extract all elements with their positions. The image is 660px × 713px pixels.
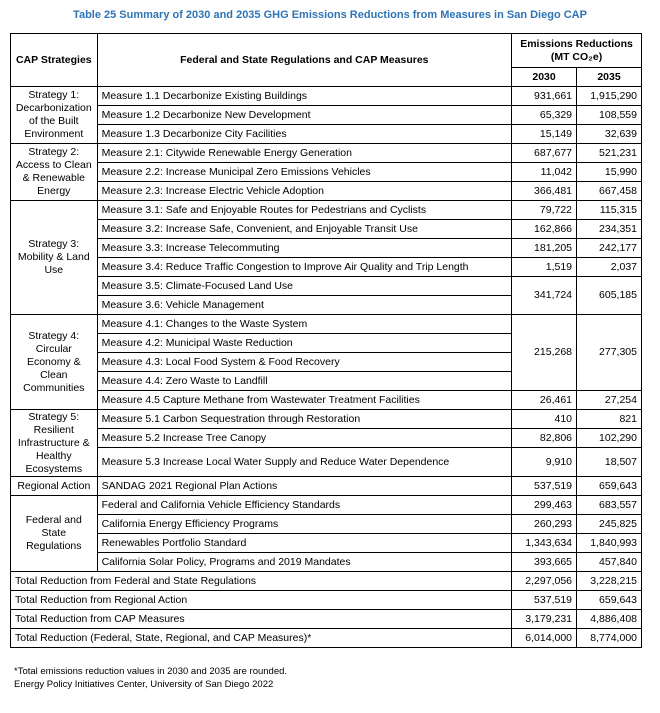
value-2030: 260,293 [512,515,577,534]
value-2030: 299,463 [512,496,577,515]
value-2035: 102,290 [577,429,642,448]
total-label: Total Reduction from Regional Action [11,591,512,610]
table-row [11,553,642,572]
measure-cell: Measure 5.2 Increase Tree Canopy [97,429,511,448]
table-row [11,496,642,515]
value-2035: 32,639 [577,125,642,144]
measure-cell: California Energy Efficiency Programs [97,515,511,534]
value-2035: 277,305 [577,315,642,391]
measure-cell: Measure 3.3: Increase Telecommuting [97,239,511,258]
value-2030: 9,910 [512,448,577,477]
table-notes [14,665,287,691]
table-row [11,315,642,334]
total-label: Total Reduction from Federal and State Regulations [11,572,512,591]
federal-state-cell: Federal and State Regulations [11,496,98,572]
value-2030: 15,149 [512,125,577,144]
measure-cell: Measure 5.3 Increase Local Water Supply and Reduce Water Dependence [97,448,511,477]
value-2030: 931,661 [512,87,577,106]
value-2035: 108,559 [577,106,642,125]
measure-cell: Measure 3.5: Climate-Focused Land Use [97,277,511,296]
measure-cell: Measure 2.2: Increase Municipal Zero Emissions Vehicles [97,163,511,182]
value-2035: 667,458 [577,182,642,201]
value-2035: 245,825 [577,515,642,534]
measure-cell: Measure 4.3: Local Food System & Food Recovery [97,353,511,372]
value-2035: 659,643 [577,477,642,496]
total-row [11,610,642,629]
regional-action-cell: Regional Action [11,477,98,496]
measure-cell: Measure 2.3: Increase Electric Vehicle Adoption [97,182,511,201]
value-2035: 242,177 [577,239,642,258]
value-2030: 162,866 [512,220,577,239]
total-2035: 4,886,408 [577,610,642,629]
header-2035: 2035 [577,68,642,87]
table-row [11,410,642,429]
value-2030: 1,519 [512,258,577,277]
table-row [11,125,642,144]
total-2030: 2,297,056 [512,572,577,591]
measure-cell: Measure 1.3 Decarbonize City Facilities [97,125,511,144]
value-2030: 366,481 [512,182,577,201]
strategy-2-cell: Strategy 2: Access to Clean & Renewable Energy [11,144,98,201]
value-2030: 410 [512,410,577,429]
table-row [11,534,642,553]
measure-cell: Renewables Portfolio Standard [97,534,511,553]
total-row [11,572,642,591]
table-row [11,239,642,258]
table-row [11,144,642,163]
table-row [11,515,642,534]
table-row [11,163,642,182]
table-row [11,220,642,239]
value-2035: 115,315 [577,201,642,220]
measure-cell: California Solar Policy, Programs and 2019 Mandates [97,553,511,572]
measure-cell: Measure 5.1 Carbon Sequestration through Restoration [97,410,511,429]
total-2030: 6,014,000 [512,629,577,648]
measure-cell: Measure 1.2 Decarbonize New Development [97,106,511,125]
measure-cell: Measure 4.2: Municipal Waste Reduction [97,334,511,353]
strategy-1-cell: Strategy 1: Decarbonization of the Built Environment [11,87,98,144]
table-row [11,258,642,277]
measure-cell: Measure 3.1: Safe and Enjoyable Routes for Pedestrians and Cyclists [97,201,511,220]
header-strategies: CAP Strategies [11,34,98,87]
total-2035: 8,774,000 [577,629,642,648]
value-2035: 27,254 [577,391,642,410]
measure-cell: Measure 4.5 Capture Methane from Wastewater Treatment Facilities [97,391,511,410]
value-2030: 215,268 [512,315,577,391]
footnote: *Total emissions reduction values in 2030 and 2035 are rounded. [14,666,288,677]
value-2030: 82,806 [512,429,577,448]
measure-cell: SANDAG 2021 Regional Plan Actions [97,477,511,496]
value-2035: 1,915,290 [577,87,642,106]
strategy-4-cell: Strategy 4: Circular Economy & Clean Communities [11,315,98,410]
header-emissions [512,34,642,68]
table-row [11,87,642,106]
measure-cell: Measure 1.1 Decarbonize Existing Buildings [97,87,511,106]
value-2035: 2,037 [577,258,642,277]
value-2035: 15,990 [577,163,642,182]
value-2030: 1,343,634 [512,534,577,553]
value-2035: 521,231 [577,144,642,163]
emissions-table [10,33,642,648]
value-2035: 605,185 [577,277,642,315]
value-2035: 821 [577,410,642,429]
table-row [11,448,642,477]
table-row [11,182,642,201]
value-2030: 341,724 [512,277,577,315]
total-2035: 659,643 [577,591,642,610]
header-2030: 2030 [512,68,577,87]
total-label: Total Reduction (Federal, State, Regional, and CAP Measures)* [11,629,512,648]
table-row [11,391,642,410]
value-2030: 65,329 [512,106,577,125]
total-label: Total Reduction from CAP Measures [11,610,512,629]
value-2035: 18,507 [577,448,642,477]
value-2030: 537,519 [512,477,577,496]
value-2030: 11,042 [512,163,577,182]
total-2035: 3,228,215 [577,572,642,591]
measure-cell: Measure 2.1: Citywide Renewable Energy Generation [97,144,511,163]
value-2035: 457,840 [577,553,642,572]
measure-cell: Measure 4.1: Changes to the Waste System [97,315,511,334]
table-caption: Table 25 Summary of 2030 and 2035 GHG Emissions Reductions from Measures in San Diego CAP [73,9,587,21]
table-row [11,201,642,220]
header-emissions-label: Emissions Reductions [520,37,633,50]
measure-cell: Measure 3.6: Vehicle Management [97,296,511,315]
measure-cell: Federal and California Vehicle Efficiency Standards [97,496,511,515]
value-2035: 234,351 [577,220,642,239]
measure-cell: Measure 3.4: Reduce Traffic Congestion to Improve Air Quality and Trip Length [97,258,511,277]
table-row [11,477,642,496]
total-row [11,629,642,648]
total-row [11,591,642,610]
value-2030: 181,205 [512,239,577,258]
value-2035: 683,557 [577,496,642,515]
source-note: Energy Policy Initiatives Center, University of San Diego 2022 [14,679,274,690]
strategy-3-cell: Strategy 3: Mobility & Land Use [11,201,98,315]
value-2030: 79,722 [512,201,577,220]
measure-cell: Measure 3.2: Increase Safe, Convenient, and Enjoyable Transit Use [97,220,511,239]
header-measures: Federal and State Regulations and CAP Measures [97,34,511,87]
table-row [11,429,642,448]
table-row [11,106,642,125]
value-2030: 393,665 [512,553,577,572]
strategy-5-cell: Strategy 5: Resilient Infrastructure & Healthy Ecosystems [11,410,98,477]
measure-cell: Measure 4.4: Zero Waste to Landfill [97,372,511,391]
value-2030: 26,461 [512,391,577,410]
total-2030: 537,519 [512,591,577,610]
total-2030: 3,179,231 [512,610,577,629]
value-2035: 1,840,993 [577,534,642,553]
table-row [11,277,642,296]
value-2030: 687,677 [512,144,577,163]
header-units: (MT CO₂e) [550,50,603,63]
